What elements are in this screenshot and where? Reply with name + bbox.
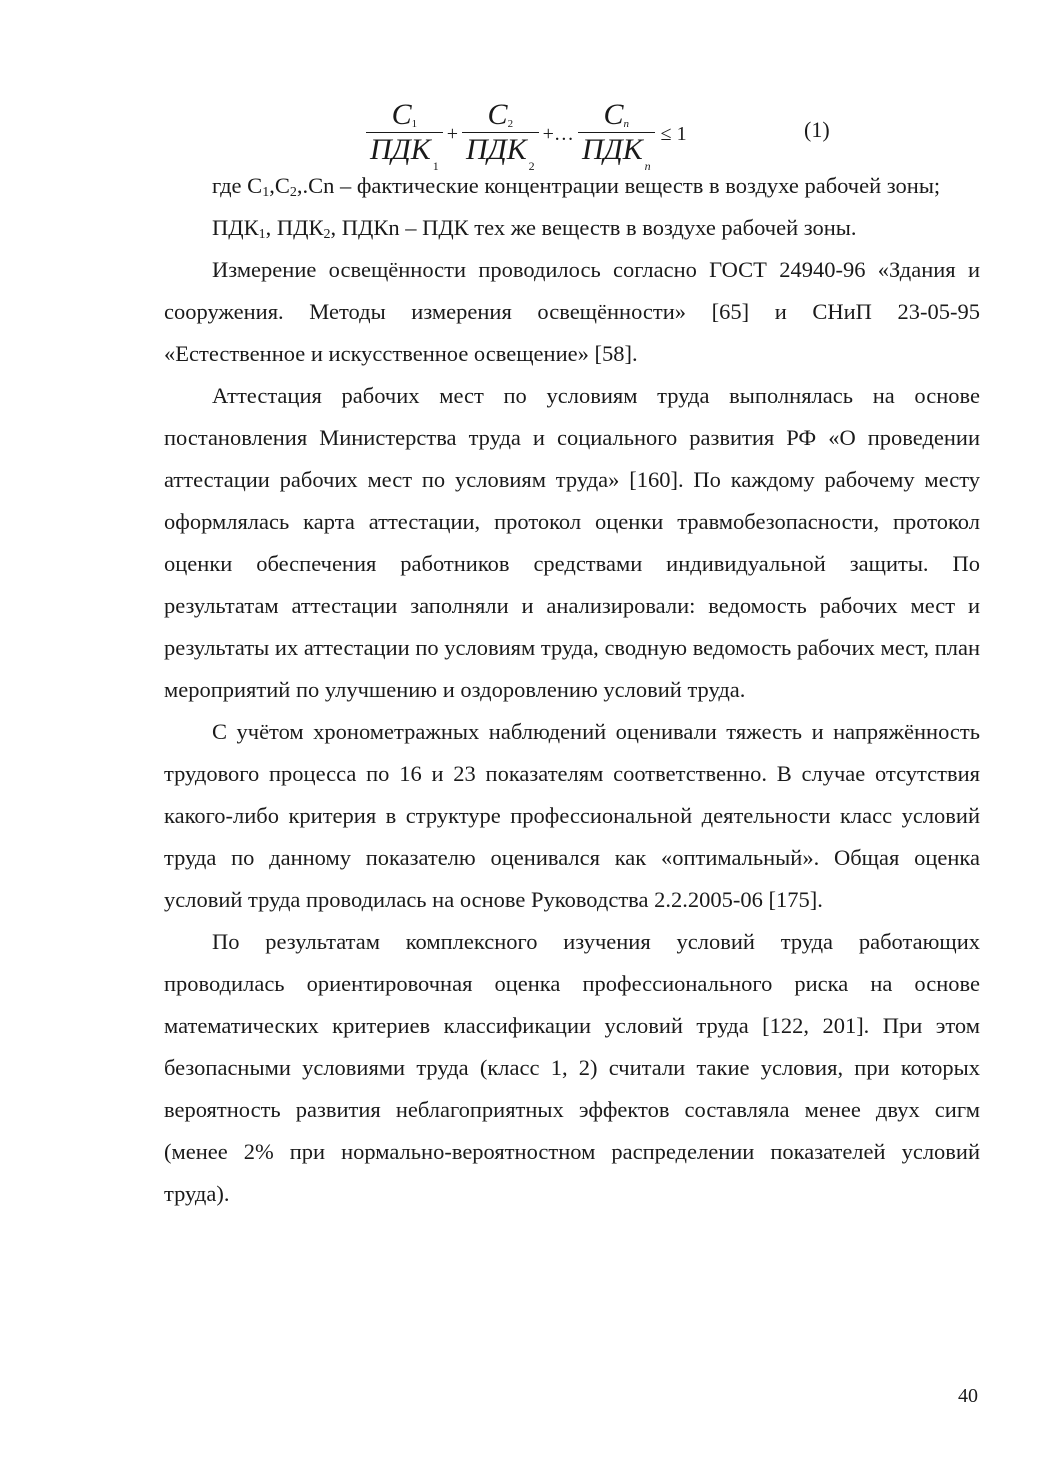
- plus-operator: +: [446, 122, 458, 145]
- term-2-numerator-subscript: 2: [507, 117, 514, 130]
- term-n-numerator-subscript: n: [623, 117, 630, 130]
- term-1-numerator: C: [391, 98, 412, 132]
- formula: [364, 100, 687, 172]
- term-1-denominator: ПДК: [370, 133, 431, 167]
- paragraph-attestation: Аттестация рабочих мест по условиям труда выполнялась на основе постановления Министерства труда и социального развития РФ «О проведении аттестации рабочих мест по условиям труда» [160]. По каждому рабочему месту оформлялась карта аттестации, протокол оценки травмобезопасности, протокол оценки обеспечения работников средствами индивидуальной защиты. По результатам аттестации заполняли и анализировали: ведомость рабочих мест и результаты их аттестации по условиям труда, сводную ведомость рабочих мест, план мероприятий по улучшению и оздоровлению условий труда.: [164, 383, 980, 702]
- paragraph-definition-c: где $C_1,C_2,.Cn$ – фактические концентрации веществ в воздухе рабочей зоны;: [212, 173, 941, 200]
- ellipsis-operator: +…: [542, 122, 574, 145]
- page-number: 40: [958, 1385, 978, 1407]
- term-2-denominator: ПДК: [465, 133, 527, 167]
- body-text: [164, 165, 980, 1215]
- term-n-denominator: ПДК: [581, 133, 643, 167]
- term-n-denominator-subscript: n: [644, 158, 651, 173]
- term-2-numerator: C: [487, 98, 508, 132]
- paragraph-chronometry: С учётом хронометражных наблюдений оценивали тяжесть и напряжённость трудового процесса по 16 и 23 показателям соответственно. В случае отсутствия какого-либо критерия в структуре профессиональной деятельности класс условий труда по данному показателю оценивался как «оптимальный». Общая оценка условий труда проводилась на основе Руководства 2.2.2005-06 [175].: [164, 719, 980, 912]
- equation-number: (1): [804, 117, 830, 142]
- term-1-denominator-subscript: 1: [432, 158, 439, 173]
- paragraph-definition-pdk: $ПДК_1$, $ПДК_2$, ПДКn – ПДК тех же веществ в воздухе рабочей зоны.: [212, 215, 857, 242]
- term-2-denominator-subscript: 2: [528, 158, 535, 173]
- fraction-term-1: [366, 100, 443, 172]
- paragraph-illumination: Измерение освещённости проводилось согласно ГОСТ 24940-96 «Здания и сооружения. Методы измерения освещённости» [65] и СНиП 23-05-95 «Естественное и искусственное освещение» [58].: [164, 257, 980, 366]
- fraction-term-n: [578, 100, 655, 172]
- term-1-numerator-subscript: 1: [411, 117, 418, 130]
- fraction-term-2: [462, 100, 539, 172]
- paragraph-risk-assessment: По результатам комплексного изучения условий труда работающих проводилась ориентировочная оценка профессионального риска на основе математических критериев классификации условий труда [122, 201]. При этом безопасными условиями труда (класс 1, 2) считали такие условия, при которых вероятность развития неблагоприятных эффектов составляла менее двух сигм (менее 2% при нормально-вероятностном распределении показателей условий труда).: [164, 929, 980, 1206]
- relation: ≤ 1: [660, 122, 687, 145]
- term-n-numerator: C: [603, 98, 624, 132]
